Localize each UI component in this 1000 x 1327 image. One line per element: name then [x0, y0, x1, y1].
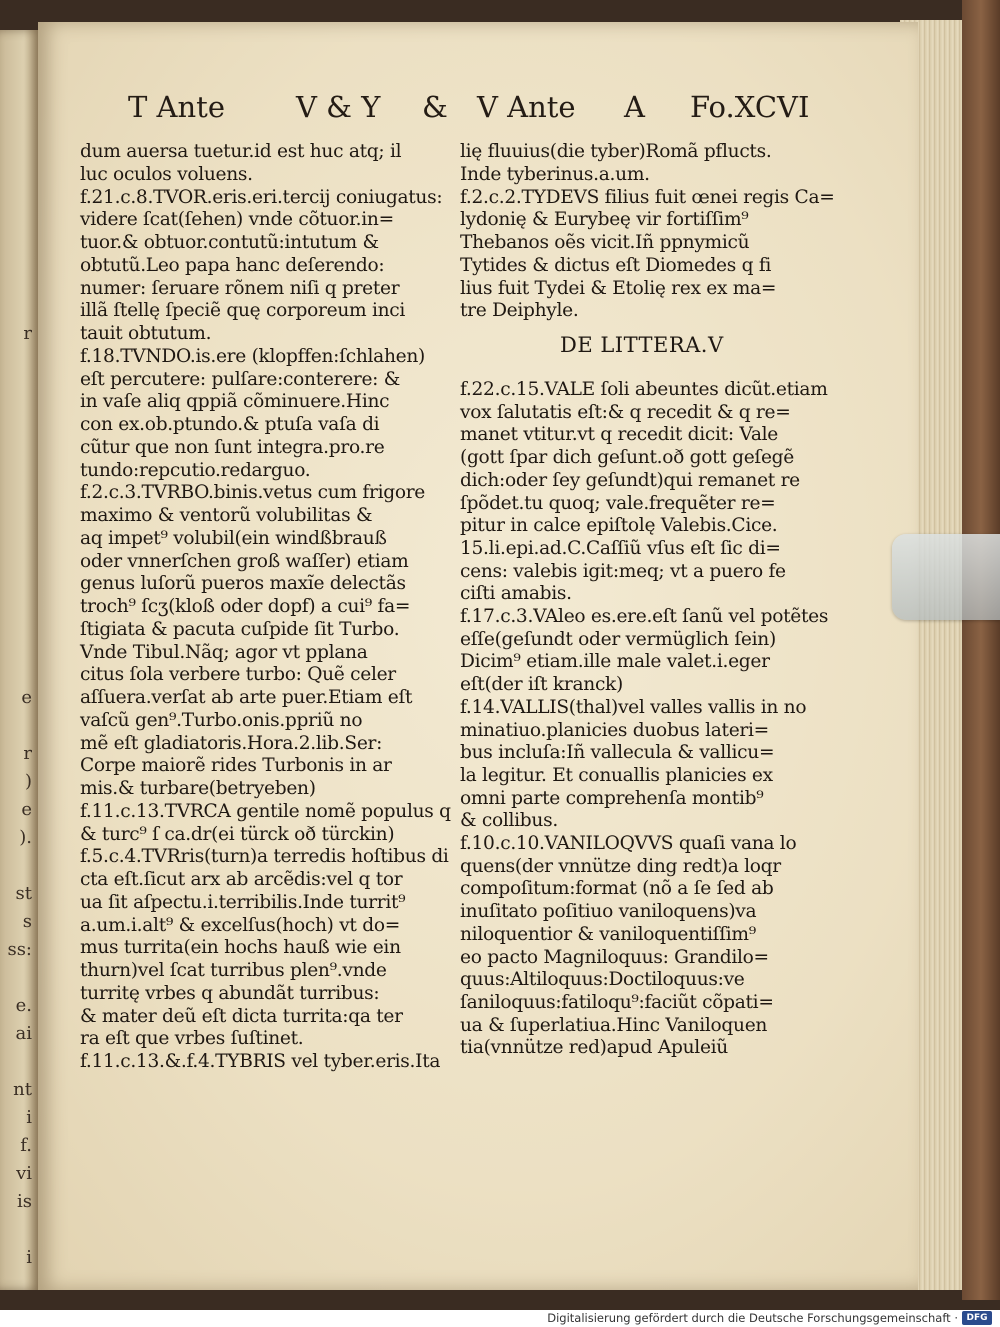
text-line: aq impet⁹ volubil(ein windßbrauß [80, 527, 387, 549]
text-line: (gott ſpar dich geſunt.oð gott geſegẽ [460, 447, 794, 469]
text-line: f.2.c.2.TYDEVS filius fuit œnei regis Ca= [460, 186, 835, 208]
fragment-line: f. [20, 1135, 32, 1156]
text-line: mẽ eſt gladiatoris.Hora.2.lib.Ser: [80, 732, 383, 754]
running-head [0, 90, 1000, 130]
fragment-line [2, 628, 32, 656]
fragment-line: r [23, 743, 32, 764]
text-line: ſpõdet.tu quoq; vale.frequẽter re= [460, 492, 776, 514]
text-line: f.2.c.3.TVRBO.binis.vetus cum frigore [80, 482, 426, 504]
text-line: ſtigiata & pacuta cuſpide ſit Turbo. [80, 618, 400, 640]
text-line: lius fuit Tydei & Etolię rex ex ma= [460, 277, 777, 299]
text-line: cta eſt.ſicut arx ab arcẽdis:vel q tor [80, 869, 403, 890]
text-line: f.14.VALLIS(thal)vel valles vallis in no [460, 696, 807, 718]
text-line: niloquentior & vaniloquentiſſim⁹ [460, 923, 756, 945]
text-line: tre Deiphyle. [460, 300, 579, 322]
text-line: Dicim⁹ etiam.ille male valet.i.eger [460, 651, 770, 673]
text-line: f.22.c.15.VALE ſoli abeuntes dicũt.etiam [460, 379, 828, 400]
text-line: tia(vnnütze red)apud Apuleiũ [460, 1037, 728, 1059]
running-head-part: & [422, 90, 448, 124]
text-line: f.11.c.13.TVRCA gentile nomẽ populus q [80, 800, 451, 822]
text-line: illã ſtellę ſpeciẽ quę corporeum inci [80, 300, 406, 322]
digitization-credit: Digitalisierung gefördert durch die Deutsche Forschungsgemeinschaft · [547, 1311, 958, 1325]
fragment-line [2, 852, 32, 880]
text-line: & mater deũ eſt dicta turrita:qa ter [80, 1005, 403, 1027]
text-line: f.10.c.10.VANILOQVVS quaſi vana lo [460, 833, 797, 854]
fragment-line: s [22, 911, 32, 932]
text-line: minatiuo.planicies duobus lateri= [460, 719, 769, 741]
fragment-line: e [21, 687, 32, 708]
text-line: eſt percutere: pulſare:conterere: & [80, 368, 401, 390]
text-line: ciſti amabis. [460, 583, 572, 605]
page-marker-tab [892, 534, 1000, 620]
text-line: f.5.c.4.TVRris(turn)a terredis hoſtibus di [80, 846, 449, 868]
text-line: ſaniloquus:fatiloqu⁹:faciũt cõpati= [460, 991, 774, 1013]
section-heading: DE LITTERA.V [560, 333, 724, 357]
text-line: videre ſcat(ſehen) vnde cõtuor.in= [80, 209, 394, 231]
fragment-line: st [15, 883, 32, 904]
fragment-line [2, 376, 32, 404]
text-line: cens: valebis igit:meq; vt a puero fe [460, 560, 786, 582]
fragment-line: nt [13, 1079, 32, 1100]
text-line: vaſcũ gen⁹.Turbo.onis.ppriũ no [80, 709, 363, 731]
fragment-line: i [26, 1107, 32, 1128]
folio-number: Fo.XCVI [690, 90, 810, 124]
text-line: ua & ſuperlatiua.Hinc Vaniloquen [460, 1014, 768, 1036]
text-line: dum auersa tuetur.id est huc atq; il [80, 141, 402, 162]
text-line: dich:oder ſey geſundt)qui remanet re [460, 469, 800, 491]
text-line: vox ſalutatis eſt:& q recedit & q re= [460, 401, 791, 423]
fragment-line [2, 460, 32, 488]
fragment-line [2, 544, 32, 572]
text-line: Tytides & dictus eſt Diomedes q fi [460, 254, 772, 276]
text-line: ra eſt que vrbes ſuſtinet. [80, 1028, 304, 1050]
text-line: bus incluſa:Iñ vallecula & vallicu= [460, 742, 775, 764]
text-line: & turc⁹ ſ ca.dr(ei türck oð türckin) [80, 823, 395, 845]
text-line: f.11.c.13.&.f.4.TYBRIS vel tyber.eris.Ita [80, 1051, 441, 1072]
fragment-line [2, 348, 32, 376]
text-line: eſſe(geſundt oder vermüglich ſein) [460, 628, 776, 650]
fragment-line: ss: [7, 939, 32, 960]
running-head-part: T Ante [128, 90, 225, 124]
dfg-logo: DFG [962, 1311, 992, 1325]
fragment-line: is [17, 1191, 32, 1212]
text-line: pitur in calce epiſtolę Valebis.Cice. [460, 515, 778, 537]
fragment-line [2, 572, 32, 600]
text-line: con ex.ob.ptundo.& ptuſa vaſa di [80, 414, 380, 435]
text-line: oder vnnerſchen groß waſſer) etiam [80, 550, 409, 572]
text-line: numer: ſeruare rõnem niſi q preter [80, 277, 400, 299]
text-line: eſt(der iſt kranck) [460, 674, 623, 696]
fragment-line [2, 964, 32, 992]
fragment-line: e. [15, 995, 32, 1016]
fragment-line [2, 712, 32, 740]
text-line: Thebanos oẽs vicit.Iñ ppnymicũ [460, 232, 750, 253]
book-cover-edge [962, 0, 1000, 1300]
text-line: inuſitato poſitiuo vaniloquens)va [460, 901, 757, 923]
text-line: in vaſe aliq qppiã cõminuere.Hinc [80, 391, 390, 413]
text-line: eo pacto Magniloquus: Grandilo= [460, 946, 769, 968]
fragment-line: r [23, 323, 32, 344]
text-line: f.21.c.8.TVOR.eris.eri.tercij coniugatus: [80, 186, 443, 208]
fragment-line [2, 516, 32, 544]
text-line: f.18.TVNDO.is.ere (klopffen:ſchlahen) [80, 345, 425, 367]
fragment-line [2, 432, 32, 460]
text-line: compoſitum:format (nõ a ſe ſed ab [460, 878, 774, 900]
footer [0, 1310, 1000, 1327]
fragment-line [2, 600, 32, 628]
text-line: obtutũ.Leo papa hanc deſerendo: [80, 254, 385, 276]
text-line: quus:Altiloquus:Doctiloquus:ve [460, 969, 745, 991]
fragment-line: vi [16, 1163, 32, 1184]
fragment-line [2, 1216, 32, 1244]
text-line: manet vtitur.vt q recedit dicit: Vale [460, 424, 778, 446]
text-line: mus turrita(ein hochs hauß wie ein [80, 937, 401, 959]
facing-page-fragments [2, 320, 32, 1272]
text-line: lydonię & Eurybeę vir fortiſſim⁹ [460, 209, 749, 231]
text-line: turritę vrbes q abundãt turribus: [80, 982, 380, 1004]
text-line: tundo:repcutio.redarguo. [80, 459, 311, 481]
text-line: thurn)vel ſcat turribus plen⁹.vnde [80, 960, 387, 981]
text-line: 15.li.epi.ad.C.Caſſiũ vſus eſt ſic di= [460, 537, 781, 559]
text-line: & collibus. [460, 810, 558, 832]
fragment-line: e [21, 799, 32, 820]
text-line: aſſuera.verſat ab arte puer.Etiam eſt [80, 687, 413, 708]
running-head-part: V Ante [477, 90, 576, 124]
text-line: mis.& turbare(betryeben) [80, 778, 316, 799]
text-line: genus luſorũ pueros maxĩe delectãs [80, 573, 406, 595]
text-line: troch⁹ ſcʒ(kloß oder dopf) a cui⁹ fa= [80, 596, 411, 617]
fragment-line [2, 656, 32, 684]
fragment-line: i [26, 1247, 32, 1268]
text-line: f.17.c.3.VAleo es.ere.eſt ſanũ vel potẽtes [460, 606, 829, 627]
facing-page-edge [0, 30, 40, 1290]
fragment-line: ai [15, 1023, 32, 1044]
fragment-line: ) [24, 771, 32, 792]
fragment-line [2, 404, 32, 432]
text-line: omni parte comprehenſa montib⁹ [460, 787, 764, 809]
text-line: cũtur que non ſunt integra.pro.re [80, 436, 385, 458]
running-head-part: V & Y [296, 90, 381, 124]
text-line: lię fluuius(die tyber)Romã pflucts. [460, 141, 772, 162]
text-line: maximo & ventorũ volubilitas & [80, 505, 373, 526]
text-line: la legitur. Et conuallis planicies ex [460, 764, 773, 786]
text-line: tauit obtutum. [80, 323, 212, 344]
text-line: a.um.i.alt⁹ & excelſus(hoch) vt do= [80, 914, 400, 936]
fragment-line [2, 1048, 32, 1076]
fragment-line: ). [19, 827, 32, 848]
text-line: Inde tyberinus.a.um. [460, 163, 650, 185]
text-line: ua ſit aſpectu.i.terribilis.Inde turrit⁹ [80, 891, 406, 913]
text-line: quens(der vnnütze ding redt)a loqr [460, 855, 781, 877]
text-line: tuor.& obtuor.contutũ:intutum & [80, 232, 379, 253]
running-head-part: A [624, 90, 645, 124]
text-line: citus ſola verbere turbo: Quẽ celer [80, 664, 396, 686]
fragment-line [2, 488, 32, 516]
text-line: Vnde Tibul.Nãq; agor vt pplana [80, 641, 368, 663]
text-line: Corpe maiorẽ rides Turbonis in ar [80, 755, 392, 777]
text-line: luc oculos voluens. [80, 163, 253, 185]
